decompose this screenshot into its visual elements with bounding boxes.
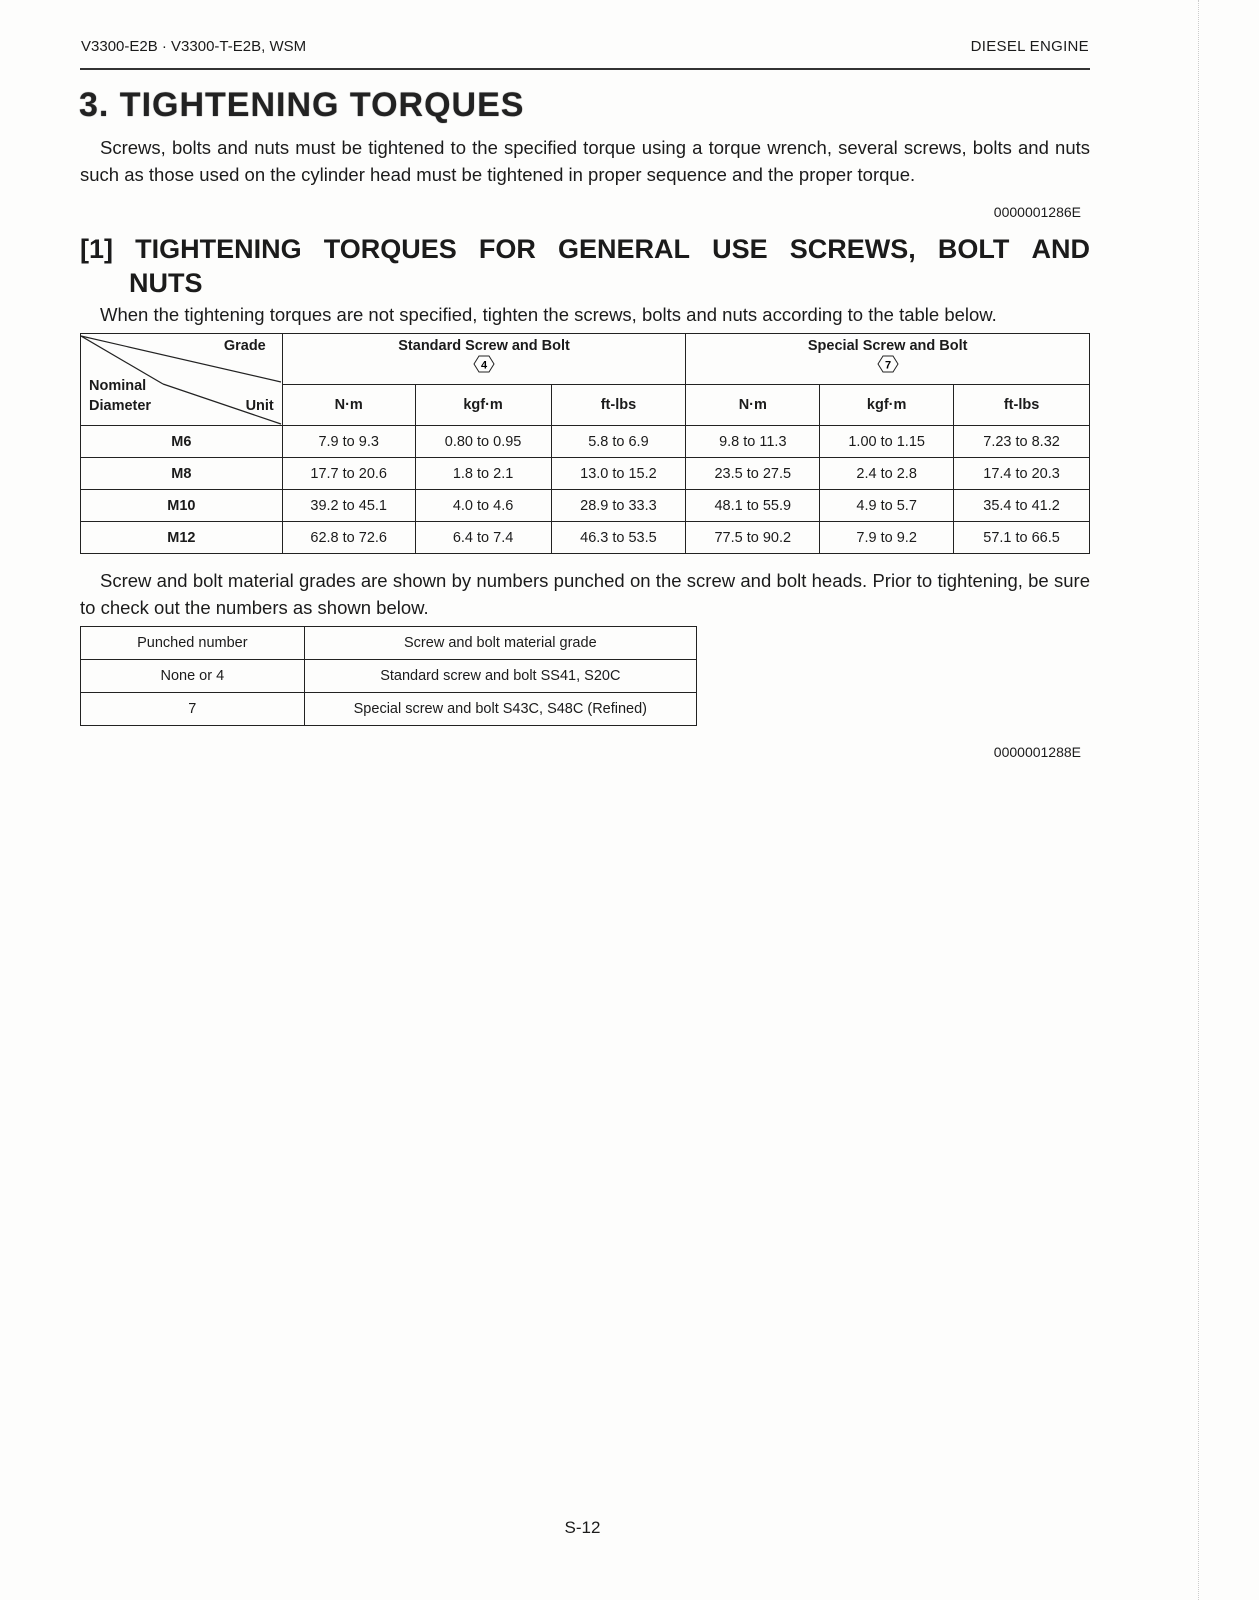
torque-value-cell: 1.00 to 1.15 <box>820 426 954 458</box>
torque-value-cell: 5.8 to 6.9 <box>551 426 686 458</box>
subsection-title-word: TIGHTENING <box>135 234 302 264</box>
torque-value-cell: 4.9 to 5.7 <box>820 490 954 522</box>
grades-cell: 7 <box>81 693 305 726</box>
row-size-label: M12 <box>81 522 283 554</box>
torque-value-cell: 57.1 to 66.5 <box>954 522 1090 554</box>
torque-value-cell: 17.7 to 20.6 <box>282 458 415 490</box>
page-number: S-12 <box>564 1518 601 1537</box>
corner-grade-label: Grade <box>223 338 266 354</box>
subsection-title <box>80 232 1090 300</box>
group-header-special <box>686 334 1090 385</box>
grades-header-number: Punched number <box>81 627 305 660</box>
grade-7-mark-text: 7 <box>884 359 891 372</box>
table-row <box>81 426 1090 458</box>
subsection-title-line1 <box>80 232 1090 266</box>
grades-note <box>80 567 1090 621</box>
section-intro-text: Screws, bolts and nuts must be tightened to the specified torque using a torque wrench, several screws, bolts and nuts such as those used on the cylinder head must be tightened in proper sequence and the proper torque. <box>80 137 1090 185</box>
subsection-title-word: USE <box>712 234 768 264</box>
group-label-special: Special Screw and Bolt <box>807 338 968 354</box>
unit-header: kgf·m <box>820 385 954 426</box>
subsection-title-word: GENERAL <box>557 234 690 264</box>
group-header-standard <box>282 334 686 385</box>
corner-header-cell <box>81 334 283 426</box>
subsection-intro-text: When the tightening torques are not specified, tighten the screws, bolts and nuts according to the table below. <box>100 304 997 325</box>
torque-value-cell: 77.5 to 90.2 <box>686 522 820 554</box>
subsection-title-word: TORQUES <box>323 234 457 264</box>
corner-unit-label: Unit <box>245 398 274 414</box>
unit-header: ft-lbs <box>954 385 1090 426</box>
torque-value-cell: 2.4 to 2.8 <box>820 458 954 490</box>
torque-table <box>80 333 1090 554</box>
grade-4-mark-icon <box>473 355 495 373</box>
table-row <box>81 522 1090 554</box>
subsection-intro <box>80 301 1090 328</box>
unit-header: kgf·m <box>415 385 551 426</box>
header-section: DIESEL ENGINE <box>970 38 1089 55</box>
torque-value-cell: 9.8 to 11.3 <box>686 426 820 458</box>
subsection-title-line2: NUTS <box>129 268 203 298</box>
torque-value-cell: 62.8 to 72.6 <box>282 522 415 554</box>
torque-value-cell: 28.9 to 33.3 <box>551 490 686 522</box>
subsection-title-word: BOLT <box>937 234 1010 264</box>
table-row <box>81 458 1090 490</box>
torque-value-cell: 46.3 to 53.5 <box>551 522 686 554</box>
grades-cell: Special screw and bolt S43C, S48C (Refined) <box>304 693 696 726</box>
unit-header: N·m <box>686 385 820 426</box>
torque-value-cell: 6.4 to 7.4 <box>415 522 551 554</box>
torque-value-cell: 7.23 to 8.32 <box>954 426 1090 458</box>
header-model: V3300-E2B · V3300-T-E2B, WSM <box>81 38 307 55</box>
doc-id-1: 0000001286E <box>993 204 1081 220</box>
torque-value-cell: 4.0 to 4.6 <box>415 490 551 522</box>
row-size-label: M10 <box>81 490 283 522</box>
corner-diameter-label: Diameter <box>89 398 152 414</box>
grade-7-mark-icon <box>877 355 899 373</box>
torque-value-cell: 1.8 to 2.1 <box>415 458 551 490</box>
corner-nominal-label: Nominal <box>89 378 147 394</box>
torque-value-cell: 17.4 to 20.3 <box>954 458 1090 490</box>
torque-value-cell: 7.9 to 9.3 <box>282 426 415 458</box>
section-intro <box>80 134 1090 188</box>
section-title: 3. TIGHTENING TORQUES <box>79 86 525 124</box>
grades-table <box>80 626 697 726</box>
torque-value-cell: 39.2 to 45.1 <box>282 490 415 522</box>
grades-header-grade: Screw and bolt material grade <box>304 627 696 660</box>
grades-cell: Standard screw and bolt SS41, S20C <box>304 660 696 693</box>
header-rule <box>80 68 1090 70</box>
doc-id-2: 0000001288E <box>993 744 1081 760</box>
group-label-standard: Standard Screw and Bolt <box>398 338 570 354</box>
torque-value-cell: 48.1 to 55.9 <box>686 490 820 522</box>
torque-value-cell: 35.4 to 41.2 <box>954 490 1090 522</box>
subsection-title-word: [1] <box>80 234 113 264</box>
torque-value-cell: 0.80 to 0.95 <box>415 426 551 458</box>
grades-note-text: Screw and bolt material grades are shown by numbers punched on the screw and bolt heads. Prior to tightening, be sure to check out the numbers as shown below. <box>80 570 1090 618</box>
unit-header: N·m <box>282 385 415 426</box>
torque-value-cell: 13.0 to 15.2 <box>551 458 686 490</box>
grade-4-mark-text: 4 <box>481 359 488 372</box>
scan-edge-line <box>1198 0 1199 1600</box>
subsection-title-word: AND <box>1031 234 1090 264</box>
unit-header: ft-lbs <box>551 385 686 426</box>
grades-cell: None or 4 <box>81 660 305 693</box>
torque-value-cell: 23.5 to 27.5 <box>686 458 820 490</box>
row-size-label: M6 <box>81 426 283 458</box>
torque-value-cell: 7.9 to 9.2 <box>820 522 954 554</box>
row-size-label: M8 <box>81 458 283 490</box>
subsection-title-word: SCREWS, <box>789 234 916 264</box>
subsection-title-word: FOR <box>478 234 536 264</box>
table-row <box>81 490 1090 522</box>
